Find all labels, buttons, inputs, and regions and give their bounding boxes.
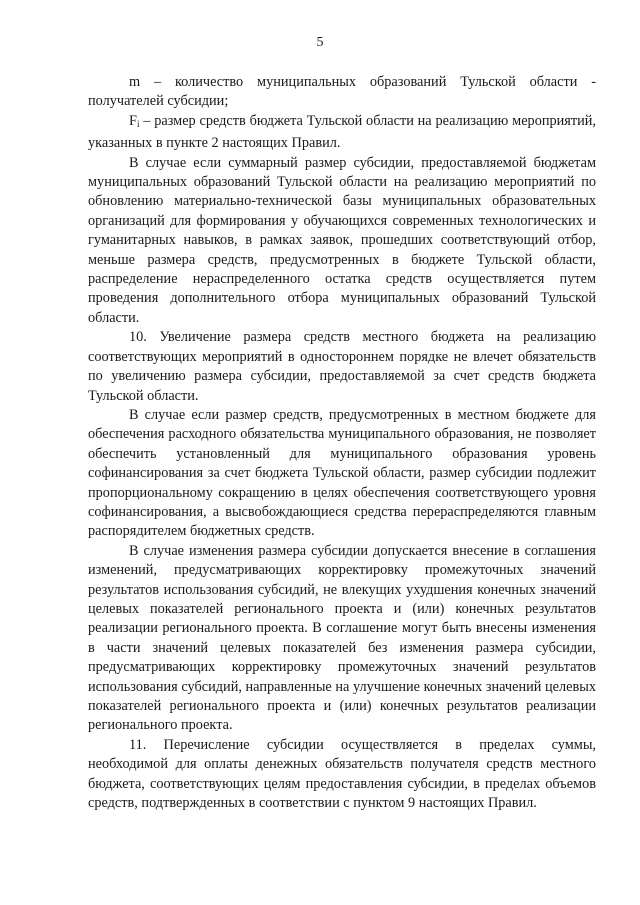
symbol-f-subscript: i [136, 118, 140, 129]
paragraph-10: 10. Увеличение размера средств местного бюджета на реализацию соответствующих мероприятий в одностороннем порядке не влечет обязательств по увеличению размера субсидии, предоставляемой за счет средств бюджета Тульской области. [88, 329, 596, 404]
paragraph-remainder-distribution: В случае если суммарный размер субсидии, предоставляемой бюджетам муниципальных образований Тульской области на реализацию мероприятий по обновлению материально-технической базы муниципальных образовательных организаций для формирования у обучающихся современных технологических и гуманитарных навыков, в рамках заявок, прошедших соответствующий отбор, меньше размера средств, предусмотренных в бюджете Тульской области, распределение нераспределенного остатка средств осуществляется путем проведения дополнительного отбора муниципальных образований Тульской области. [88, 154, 596, 326]
paragraph-agreement-changes: В случае изменения размера субсидии допускается внесение в соглашения изменений, предусматривающих корректировку промежуточных значений результатов использования субсидий, не влекущих ухудшения конечных значений целевых показателей регионального проекта и (или) конечных результатов реализации регионального проекта. В соглашение могут быть внесены изменения в части значений целевых показателей без изменения размера субсидии, предусматривающих корректировку промежуточных значений результатов использования субсидий, направленные на улучшение конечных значений целевых показателей регионального проекта и (или) конечных результатов реализации регионального проекта. [88, 542, 596, 734]
definition-f-text: – размер средств бюджета Тульской области на реализацию мероприятий, указанных в пункте 2 настоящих Правил. [88, 112, 596, 152]
document-body [88, 73, 596, 813]
symbol-f: F [129, 112, 137, 129]
definition-m: m – количество муниципальных образований Тульской области - получателей субсидии; [88, 74, 596, 110]
paragraph-11: 11. Перечисление субсидии осуществляется в пределах суммы, необходимой для оплаты денежных обязательств получателя средств местного бюджета, соответствующих целям предоставления субсидии, в пределах объемов средств, подтвержденных в соответствии с пунктом 9 настоящих Правил. [88, 736, 596, 812]
paragraph-cofinancing-reduction: В случае если размер средств, предусмотренных в местном бюджете для обеспечения расходного обязательства муниципального образования, не позволяет обеспечить установленный для муниципального образования уровень софинансирования за счет бюджета Тульской области, размер субсидии подлежит пропорциональному сокращению в целях обеспечения соответствующего уровня софинансирования, а высвобождающиеся средства перераспределяются главным распорядителем бюджетных средств. [88, 406, 596, 540]
page-number: 5 [316, 35, 324, 50]
definition-f [88, 112, 596, 154]
